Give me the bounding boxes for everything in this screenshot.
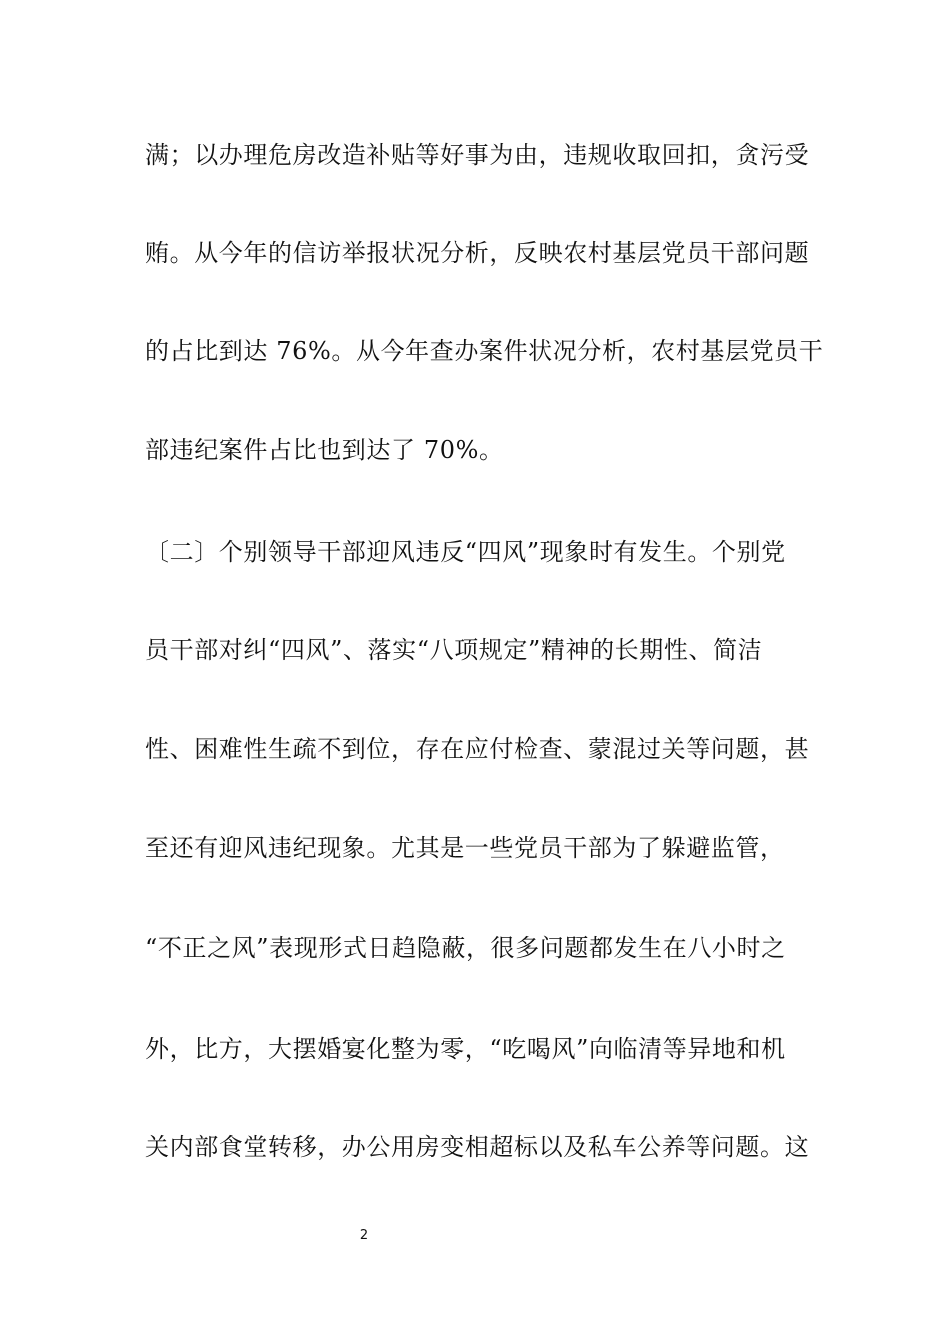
text-line: 外，比方，大摆婚宴化整为零，“吃喝风”向临清等异地和机: [145, 1035, 786, 1063]
page-number: 2: [359, 1228, 369, 1243]
text-line: 员干部对纠“四风”、落实“八项规定”精神的长期性、简洁: [145, 636, 763, 664]
text-line: 部违纪案件占比也到达了 70%。: [145, 436, 504, 464]
text-line: “不正之风”表现形式日趋隐蔽，很多问题都发生在八小时之: [145, 934, 786, 962]
text-line: 贿。从今年的信访举报状况分析，反映农村基层党员干部问题: [145, 239, 810, 267]
text-line: 至还有迎风违纪现象。尤其是一些党员干部为了躲避监管，: [145, 834, 785, 862]
text-line: 的占比到达 76%。从今年查办案件状况分析，农村基层党员干: [145, 337, 824, 365]
text-line: 满；以办理危房改造补贴等好事为由，违规收取回扣，贪污受: [145, 141, 810, 169]
text-line: 性、困难性生疏不到位，存在应付检查、蒙混过关等问题，甚: [145, 735, 810, 763]
text-line: 关内部食堂转移，办公用房变相超标以及私车公养等问题。这: [145, 1133, 810, 1161]
text-line: 〔二〕个别领导干部迎风违反“四风”现象时有发生。个别党: [145, 538, 786, 566]
